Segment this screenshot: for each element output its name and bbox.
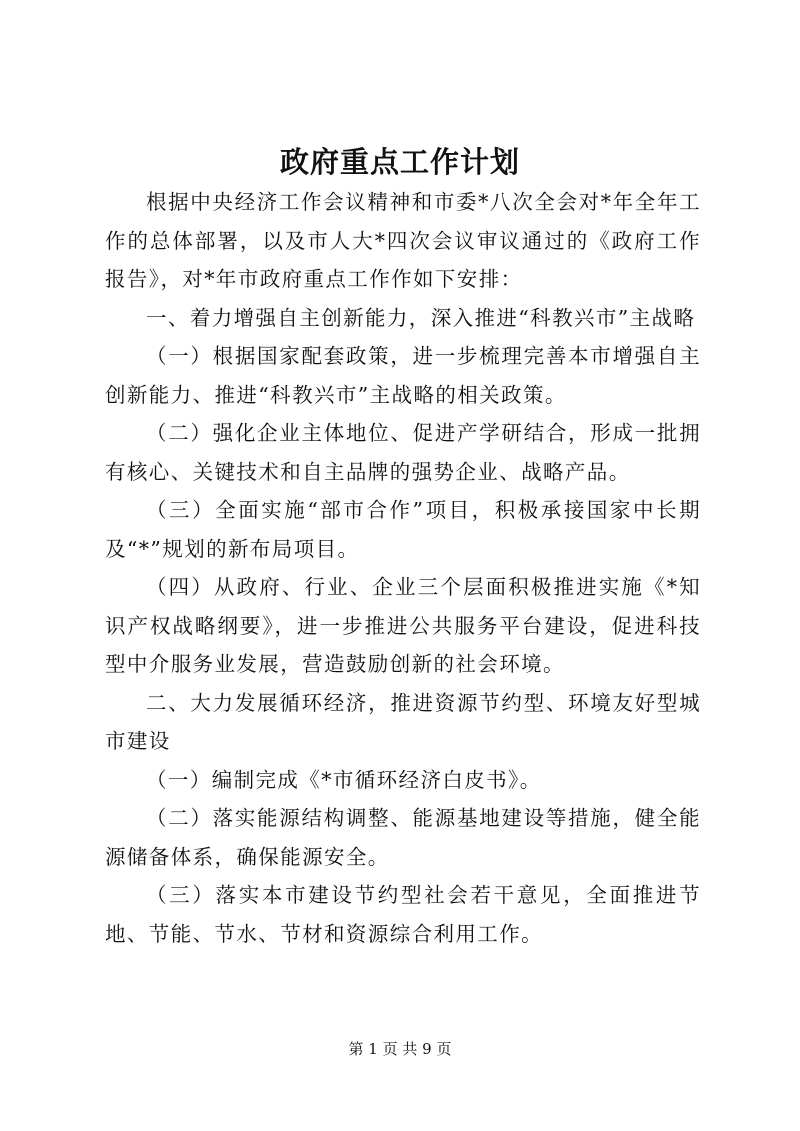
section-2-item-3: （三）落实本市建设节约型社会若干意见，全面推进节地、节能、节水、节材和资源综合利用工作。: [105, 883, 701, 946]
section-1-item-2: （二）强化企业主体地位、促进产学研结合，形成一批拥有核心、关键技术和自主品牌的强势企业、战略产品。: [105, 421, 701, 484]
section-1-item-4: （四）从政府、行业、企业三个层面积极推进实施《*知识产权战略纲要》，进一步推进公共服务平台建设，促进科技型中介服务业发展，营造鼓励创新的社会环境。: [105, 575, 701, 676]
section-heading-1: 一、着力增强自主创新能力，深入推进“科教兴市”主战略: [146, 305, 696, 330]
section-2-item-2: （二）落实能源结构调整、能源基地建设等措施，健全能源储备体系，确保能源安全。: [105, 806, 701, 869]
page-number-footer: 第 1 页 共 9 页: [348, 1040, 452, 1058]
section-2-item-1: （一）编制完成《*市循环经济白皮书》。: [146, 767, 542, 792]
section-1-item-3: （三）全面实施“部市合作”项目，积极承接国家中长期及“*”规划的新布局项目。: [105, 498, 701, 561]
document-body: [105, 183, 701, 953]
section-heading-2: 二、大力发展循环经济，推进资源节约型、环境友好型城市建设: [105, 690, 701, 753]
section-1-item-1: （一）根据国家配套政策，进一步梳理完善本市增强自主创新能力、推进“科教兴市”主战略的相关政策。: [105, 344, 701, 407]
document-title: 政府重点工作计划: [279, 145, 520, 179]
intro-paragraph: 根据中央经济工作会议精神和市委*八次全会对*年全年工作的总体部署，以及市人大*四次会议审议通过的《政府工作报告》，对*年市政府重点工作作如下安排：: [105, 190, 701, 291]
